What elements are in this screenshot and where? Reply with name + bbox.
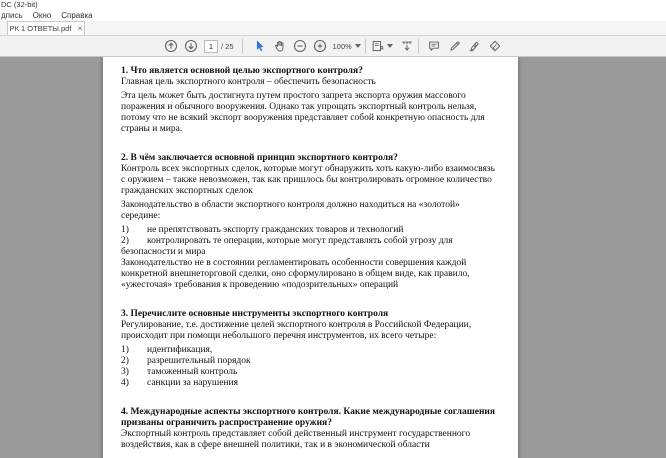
signature-icon bbox=[467, 39, 482, 53]
select-tool-button[interactable] bbox=[252, 38, 268, 55]
zoom-level-label[interactable]: 100% bbox=[332, 41, 352, 51]
toolbar-divider bbox=[242, 39, 243, 53]
list-item: 1) идентификация, bbox=[121, 345, 213, 355]
menu-item-help[interactable]: Справка bbox=[61, 11, 93, 20]
answer-paragraph: Законодательство в области экспортного контроля должно находиться на «золотой» середине: bbox=[121, 200, 460, 221]
menu-item-window[interactable]: Окно bbox=[32, 11, 52, 20]
question-block bbox=[121, 153, 500, 291]
list-number: 3) bbox=[121, 367, 129, 377]
list-number: 2) bbox=[121, 356, 129, 366]
zoom-dropdown-caret-icon[interactable] bbox=[355, 44, 361, 48]
zoom-in-button[interactable] bbox=[312, 38, 328, 55]
list-number: 4) bbox=[121, 378, 129, 388]
list-number: 1) bbox=[121, 225, 129, 235]
answer-paragraph: Регулирование, т.е. достижение целей экспортного контроля в Российской Федерации, происходит при помощи небольшого перечня инструментов, их всего четыре: bbox=[121, 320, 472, 341]
answer-paragraph: Экспортный контроль представляет собой действенный инструмент государственного воздействия, как в сфере внешней политики, так и в экономической области bbox=[121, 429, 471, 450]
list-item: 2) контролировать те операции, которые могут представлять собой угрозу для безопасности и мира bbox=[121, 236, 453, 257]
toolbar bbox=[0, 36, 666, 57]
select-tool-icon bbox=[253, 39, 267, 53]
question-heading: 4. Международные аспекты экспортного контроля. Какие международные соглашения призваны ограничить распространение оружия? bbox=[121, 407, 496, 428]
question-block bbox=[121, 309, 500, 389]
previous-page-icon bbox=[164, 39, 178, 53]
list-item: 1) не препятствовать экспорту гражданских товаров и технологий bbox=[121, 225, 404, 235]
next-page-button[interactable] bbox=[183, 38, 199, 55]
list-item: 2) разрешительный порядок bbox=[121, 356, 251, 366]
question-heading: 3. Перечислите основные инструменты экспортного контроля bbox=[121, 309, 389, 319]
comment-button[interactable] bbox=[426, 38, 442, 55]
document-tab[interactable] bbox=[7, 21, 85, 35]
page-view-icon bbox=[370, 39, 385, 53]
document-viewer[interactable] bbox=[0, 57, 666, 458]
next-page-icon bbox=[184, 39, 198, 53]
fit-width-button[interactable] bbox=[399, 38, 415, 55]
zoom-out-icon bbox=[293, 39, 307, 53]
zoom-in-icon bbox=[313, 39, 327, 53]
fill-sign-button[interactable] bbox=[487, 38, 503, 55]
previous-page-button[interactable] bbox=[163, 38, 179, 55]
pencil-button[interactable] bbox=[447, 38, 463, 55]
answer-paragraph: Эта цель может быть достигнута путем простого запрета экспорта оружия массового поражения и обычного вооружения. Однако так упрощать экспортный контроль нельзя, потому что не всякий экспорт вооружения представляет собой конкретную опасность для страны и мира. bbox=[121, 91, 485, 134]
signature-button[interactable] bbox=[467, 38, 483, 55]
list-number: 2) bbox=[121, 236, 129, 246]
toolbar-divider bbox=[418, 39, 419, 53]
page-view-caret-icon[interactable] bbox=[387, 44, 393, 48]
page-view-button[interactable] bbox=[370, 38, 386, 55]
list-item: 3) таможенный контроль bbox=[121, 367, 238, 377]
answer-paragraph: Главная цель экспортного контроля – обеспечить безопасность bbox=[121, 77, 376, 87]
page-count-label: / 25 bbox=[221, 41, 234, 51]
fit-width-icon bbox=[400, 39, 414, 53]
page-number-input[interactable]: 1 bbox=[204, 40, 218, 53]
question-heading: 2. В чём заключается основной принцип экспортного контроля? bbox=[121, 153, 398, 163]
tab-bar bbox=[0, 21, 666, 36]
toolbar-divider bbox=[365, 39, 366, 53]
question-block bbox=[121, 407, 500, 451]
comment-icon bbox=[427, 39, 441, 53]
question-heading: 1. Что является основной целью экспортного контроля? bbox=[121, 66, 363, 76]
pdf-page[interactable] bbox=[103, 57, 518, 458]
question-block bbox=[121, 66, 500, 135]
fill-sign-icon bbox=[488, 39, 502, 53]
hand-tool-icon bbox=[273, 39, 287, 53]
pencil-icon bbox=[448, 39, 462, 53]
window-title: DC (32-bit) bbox=[0, 0, 666, 10]
menu-item-sign[interactable]: дпись bbox=[1, 11, 23, 20]
list-item: 4) санкции за нарушения bbox=[121, 378, 238, 388]
list-number: 1) bbox=[121, 345, 129, 355]
menu-bar bbox=[0, 10, 666, 21]
zoom-out-button[interactable] bbox=[292, 38, 308, 55]
tab-label: РК 1 ОТВЕТЫ.pdf bbox=[9, 24, 72, 33]
hand-tool-button[interactable] bbox=[272, 38, 288, 55]
answer-paragraph: Контроль всех экспортных сделок, которые могут обнаружить хоть какую-либо взаимосвязь с оружием – также невозможен, так как пришлось бы контролировать огромное количество гражданских экспортных сделок bbox=[121, 164, 496, 196]
close-tab-icon[interactable]: × bbox=[77, 23, 83, 34]
answer-paragraph: Законодательство не в состоянии регламентировать особенности совершения каждой конкретной внешнеторговой сделки, оно сформулировано в общем виде, как правило, «ужесточая» требования к проведению «подозрительных» операций bbox=[121, 258, 470, 290]
